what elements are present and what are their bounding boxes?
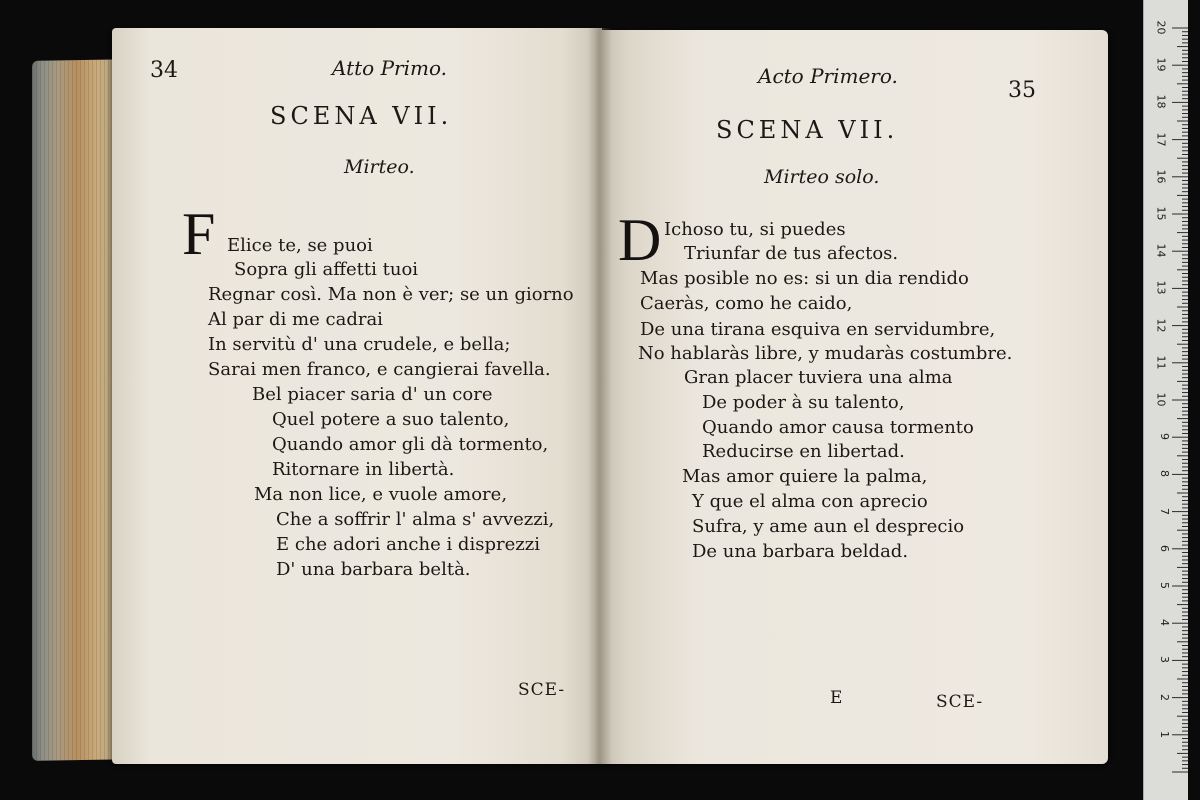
verse-line: Quel potere a suo talento,	[272, 409, 510, 430]
verse-line: E che adori anche i disprezzi	[276, 534, 540, 555]
verse-line: Al par di me cadrai	[208, 309, 383, 330]
ruler-label: 2	[1158, 693, 1171, 701]
verse-line: De una tirana esquiva en servidumbre,	[640, 319, 996, 340]
verse-line: Sopra gli affetti tuoi	[234, 259, 419, 280]
verse-line: De una barbara beldad.	[692, 541, 909, 562]
left-page-number: 34	[150, 58, 178, 83]
left-running-head: Atto Primo.	[332, 56, 447, 80]
ruler-label: 15	[1154, 206, 1168, 221]
right-signature-mark: E	[830, 688, 843, 708]
verse-line: Ichoso tu, si puedes	[664, 219, 846, 240]
verse-line: Regnar così. Ma non è ver; se un giorno	[208, 284, 574, 305]
left-drop-cap: F	[182, 201, 216, 267]
left-scene-title: SCENA VII.	[270, 102, 453, 130]
verse-line: Ma non lice, e vuole amore,	[254, 484, 508, 505]
ruler-label: 10	[1154, 392, 1168, 407]
measuring-ruler	[1143, 0, 1188, 800]
left-speaker: Mirteo.	[344, 156, 415, 178]
ruler-label: 7	[1158, 507, 1171, 515]
right-page-number: 35	[1008, 78, 1036, 103]
ruler-label: 1	[1158, 730, 1171, 738]
verse-line: Caeràs, como he caido,	[640, 293, 853, 314]
ruler-label: 11	[1154, 355, 1168, 370]
ruler-label: 8	[1158, 470, 1171, 478]
verse-line: Che a soffrir l' alma s' avvezzi,	[276, 509, 555, 530]
verse-line: Mas amor quiere la palma,	[682, 466, 928, 487]
verse-line: De poder à su talento,	[702, 392, 905, 413]
verse-line: No hablaràs libre, y mudaràs costumbre.	[638, 343, 1013, 364]
verse-line: Reducirse en libertad.	[702, 441, 905, 462]
ruler-label: 6	[1158, 544, 1171, 552]
ruler-label: 12	[1154, 318, 1168, 333]
ruler-label: 20	[1154, 20, 1168, 35]
verse-line: Ritornare in libertà.	[272, 459, 455, 480]
ruler-label: 17	[1154, 132, 1168, 147]
verse-line: In servitù d' una crudele, e bella;	[208, 334, 511, 355]
verse-line: Quando amor causa tormento	[702, 417, 974, 438]
verse-line: Quando amor gli dà tormento,	[272, 434, 549, 455]
verse-line: Gran placer tuviera una alma	[684, 367, 953, 388]
ruler-label: 16	[1154, 169, 1168, 184]
verse-line: Sufra, y ame aun el desprecio	[692, 516, 965, 537]
ruler-label: 9	[1158, 433, 1171, 441]
verse-line: Sarai men franco, e cangierai favella.	[208, 359, 551, 380]
ruler-label: 19	[1154, 57, 1168, 72]
ruler-label: 4	[1158, 619, 1171, 627]
verse-line: Y que el alma con aprecio	[692, 491, 928, 512]
ruler-label: 18	[1154, 94, 1168, 109]
ruler-label: 3	[1158, 656, 1171, 664]
right-running-head: Acto Primero.	[758, 64, 898, 88]
right-scene-title: SCENA VII.	[716, 116, 899, 144]
verse-line: Elice te, se puoi	[227, 235, 373, 256]
ruler-label: 5	[1158, 582, 1171, 589]
book-gutter	[588, 28, 612, 764]
right-page	[598, 30, 1108, 764]
left-page	[112, 28, 602, 764]
right-catchword: SCE-	[936, 692, 984, 712]
ruler-label: 13	[1154, 280, 1168, 295]
verse-line: D' una barbara beltà.	[276, 559, 471, 580]
right-speaker: Mirteo solo.	[764, 166, 880, 188]
verse-line: Bel piacer saria d' un core	[252, 384, 493, 405]
right-drop-cap: D	[618, 207, 662, 273]
verse-line: Mas posible no es: si un dia rendido	[640, 268, 969, 289]
ruler-label: 14	[1154, 243, 1168, 258]
left-catchword: SCE-	[518, 680, 566, 700]
verse-line: Triunfar de tus afectos.	[684, 243, 899, 264]
